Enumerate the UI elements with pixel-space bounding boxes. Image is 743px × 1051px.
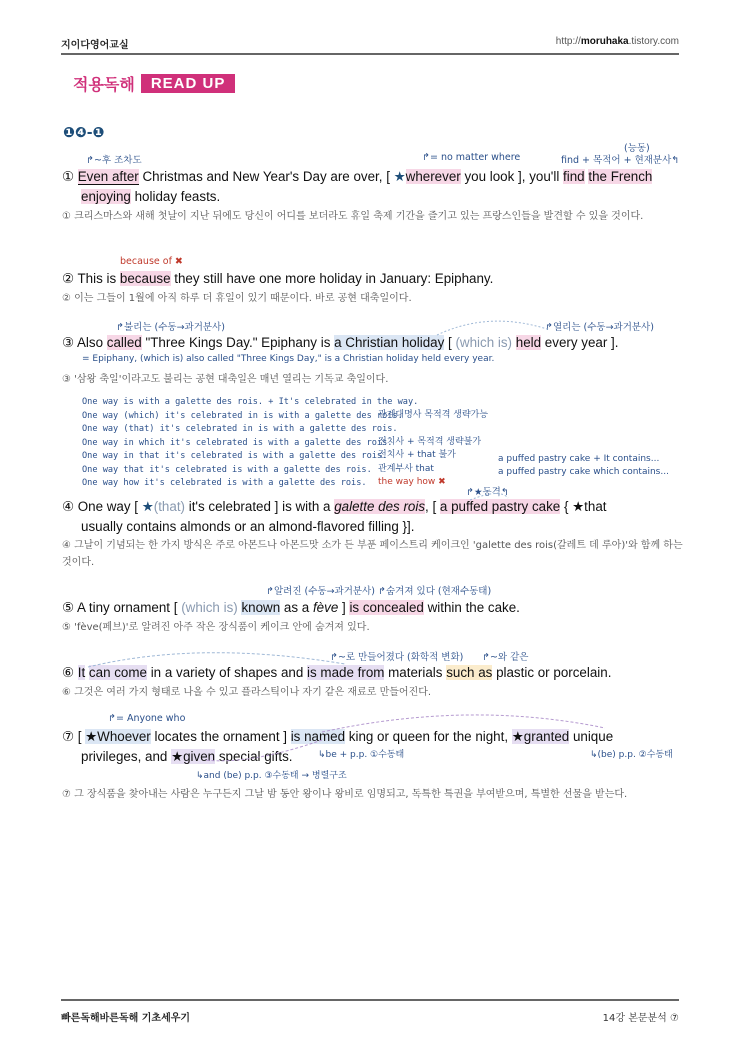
s3-which-is: (which is) [455, 335, 513, 350]
s3-text: every year ]. [541, 335, 619, 350]
s4-puffed-cake: a puffed pastry cake [439, 499, 561, 514]
note-active: (능동) [624, 143, 650, 154]
s3-text: "Three Kings Day." Epiphany is [141, 335, 335, 350]
footer-divider [61, 999, 679, 1001]
star-icon: ★ [393, 169, 406, 184]
cake-note: a puffed pastry cake which contains... [498, 467, 669, 477]
s3-held: held [515, 335, 542, 350]
s3-holiday: a Christian holiday [334, 335, 445, 350]
s7-granted: ★granted [511, 729, 570, 744]
note-be-pp-1: ↳be + p.p. ①수동태 [318, 750, 405, 760]
translation-1: ① 크리스마스와 새해 첫날이 지난 뒤에도 당신이 어디를 보더라도 휴일 축제 기간을 즐기고 있는 프랑스인들을 발견할 수 있을 것이다. [62, 211, 644, 222]
note-be-pp-2: ↳(be) p.p. ②수동태 [590, 750, 673, 760]
translation-7: ⑦ 그 장식품을 찾아내는 사람은 누구든지 그날 밤 동안 왕이나 왕비로 임명되고, 독특한 특권을 부여받으며, 특별한 선물을 받는다. [62, 789, 628, 800]
s1-text: holiday feasts. [130, 189, 221, 204]
s1-enjoying: enjoying [81, 189, 131, 204]
s1-num: ① [62, 169, 78, 184]
url-suffix: .tistory.com [628, 36, 679, 47]
s7-text: king or queen for the night, [345, 729, 512, 744]
s3-called: called [106, 335, 142, 350]
s4-bracket: , [ [425, 499, 440, 514]
s6-text: materials [384, 665, 447, 680]
note-appositive: ↱★동격↰ [466, 487, 509, 498]
footer-page-label: 14강 본문분석 ⑦ [602, 1013, 679, 1024]
note-because-of: because of ✖ [120, 256, 183, 267]
s1-text: Christmas and New Year's Day are over, [ [138, 169, 394, 184]
s3-bracket: [ [444, 335, 456, 350]
s4-that-star: { ★that [560, 499, 607, 514]
problem-number: ❶❹-❶ [63, 125, 105, 141]
way-variant: One way that it's celebrated is with a galette des rois. [82, 464, 372, 475]
side-note: 관계부사 that [378, 464, 434, 474]
way-variant: One way (that) it's celebrated in is with a galette des rois. [82, 424, 398, 434]
s6-can-come: can come [88, 665, 147, 680]
s2-text: ② This is [62, 271, 120, 286]
note-anyone-who: ↱= Anyone who [108, 713, 186, 724]
note-made-from: ↱~로 만들어졌다 (화학적 변화) [330, 652, 464, 663]
s7-text: unique [569, 729, 614, 744]
side-note: 전치사 + that 불가 [378, 450, 456, 460]
arc-appositive [470, 493, 508, 500]
arc-holiday-held [437, 321, 550, 335]
s5-text: within the cake. [423, 600, 520, 615]
s4-galette: galette des rois [334, 499, 426, 514]
s1-text: you look ], you'll [460, 169, 564, 184]
s5-concealed: is concealed [349, 600, 424, 615]
note-find: find + 목적어 + 현재분사↰ [561, 155, 680, 166]
arc-named-granted [322, 715, 605, 732]
s4-text: it's celebrated ] is with a [185, 499, 335, 514]
s4-text: usually contains almonds or an almond-flavored filling }]. [81, 519, 415, 534]
side-note-the-way-how: the way how ✖ [378, 477, 446, 487]
s4-that: (that) [153, 499, 186, 514]
s6-num: ⑥ [62, 665, 78, 680]
note-such-as: ↱~와 같은 [482, 652, 529, 663]
s6-text: in a variety of shapes and [146, 665, 308, 680]
s1-find: find [563, 169, 585, 184]
way-variant: One way in that it's celebrated is with a galette des rois. [82, 451, 388, 461]
sentence-3-paraphrase: = Epiphany, (which is) also called "Three Kings Day," is a Christian holiday held every year. [82, 354, 495, 364]
note-held: ↱열리는 (수동→과거분사) [545, 322, 654, 333]
arc-it-made [88, 653, 345, 667]
s6-such-as: such as [446, 665, 493, 680]
s5-which-is: (which is) [181, 600, 238, 615]
s2-text: they still have one more holiday in January: Epiphany. [170, 271, 494, 286]
s2-because: because [119, 271, 171, 286]
footer-book-title: 빠른독해바른독해 기초세우기 [61, 1013, 191, 1024]
note-concealed: ↱숨겨져 있다 (현재수동태) [378, 586, 492, 597]
note-wherever: ↱= no matter where [422, 152, 521, 163]
s5-feve: fève [312, 600, 339, 615]
s5-bracket: ] [338, 600, 350, 615]
url-prefix: http:// [555, 36, 581, 47]
s7-text: locates the ornament ] [150, 729, 291, 744]
s4-text: ④ One way [ [62, 499, 142, 514]
cake-note: a puffed pastry cake + It contains... [498, 454, 660, 464]
header-site-name: 지이다영어교실 [61, 40, 129, 51]
s6-text: plastic or porcelain. [492, 665, 612, 680]
s6-made-from: is made from [307, 665, 385, 680]
way-variant: One way is with a galette des rois. + It's celebrated in the way. [82, 397, 419, 407]
translation-5: ⑤ 'fève(페브)'로 알려진 아주 작은 장식품이 케이크 안에 숨겨져 있다. [62, 622, 370, 633]
side-note: 전치사 + 목적격 생략불가 [378, 437, 482, 447]
way-variant: One way in which it's celebrated is with a galette des rois. [82, 437, 393, 448]
title-korean: 적용독해 [73, 74, 135, 94]
s7-is-named: is named [290, 729, 346, 744]
star-icon: ★ [141, 499, 154, 514]
s5-text: as a [280, 600, 313, 615]
translation-4: ④ 그날이 기념되는 한 가지 방식은 주로 아몬드나 아몬드맛 소가 든 부푼 페이스트리 케이크인 'galette des rois(갈레트 데 루아)'와 함께 하는 것이다. [62, 540, 683, 568]
translation-3: ③ '삼왕 축일'이라고도 불리는 공현 대축일은 매년 열리는 기독교 축일이다. [62, 374, 389, 385]
note-be-pp-3: ↳and (be) p.p. ③수동태 → 병렬구조 [196, 771, 347, 781]
s7-text: privileges, and [81, 749, 172, 764]
s1-french: the French [588, 169, 653, 184]
way-variant: One way (which) it's celebrated in is with a galette des rois. [82, 410, 403, 421]
title-english-badge: READ UP [141, 74, 236, 93]
s7-given: ★given [171, 749, 216, 764]
url-domain: moruhaka [580, 36, 629, 47]
note-known: ↱알려진 (수동→과거분사) [266, 586, 375, 597]
translation-6: ⑥ 그것은 여러 가지 형태로 나올 수 있고 플라스틱이나 자기 같은 재료로 만들어진다. [62, 687, 432, 698]
note-even-after: ↱~후 조차도 [86, 155, 142, 166]
note-called: ↱불리는 (수동→과거분사) [116, 322, 225, 333]
s3-text: ③ Also [62, 335, 107, 350]
translation-2: ② 이는 그들이 1월에 아직 하루 더 휴일이 있기 때문이다. 바로 공현 대축일이다. [62, 293, 412, 304]
s5-known: known [241, 600, 281, 615]
s7-text: special gifts. [215, 749, 293, 764]
arc-named-given [205, 740, 322, 761]
s1-even-after: Even after [77, 169, 139, 184]
s5-text: ⑤ A tiny ornament [ [62, 600, 182, 615]
s6-it: It [77, 665, 86, 680]
side-note: 관계대명사 목적격 생략가능 [378, 410, 489, 420]
s7-whoever: ★Whoever [85, 729, 151, 744]
way-variant: One way how it's celebrated is with a galette des rois. [82, 478, 367, 488]
s7-text: ⑦ [ [62, 729, 86, 744]
s1-wherever: wherever [405, 169, 461, 184]
